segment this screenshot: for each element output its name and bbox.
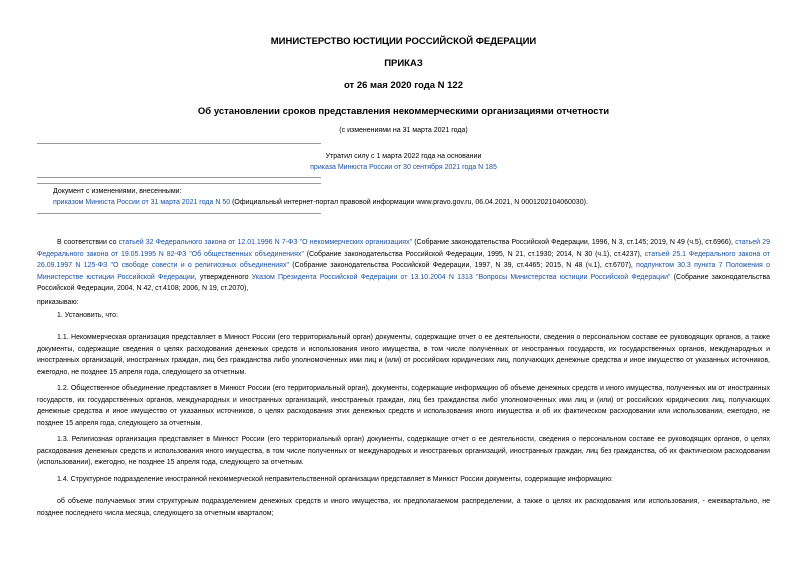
order-heading: ПРИКАЗ bbox=[384, 58, 423, 69]
preamble-text: (Собрание законодательства Российской Федерации, 1995, N 21, ст.1930; 2014, N 30 (ч.1), ст.4237), bbox=[303, 250, 645, 258]
paragraph-text: 1.1. Некоммерческая организация представляет в Минюст России (его территориальный орган) документы, содержащие отчет о ее деятельности, сведения о персональном составе ее руководящих органов, а также документы, содержащие сведения о целях расходования денежных средств и использования иного имущества, в том числе полученных от иностранных государств, их государственных органов, международных и иностранных организаций, иностранных граждан, лиц без гражданства либо уполномоченных ими лиц и (или) от российских юридических лиц, получающих денежные средства и иное имущество от указанных источников, ежегодно, не позднее 15 апреля года, следующего за отчетным. bbox=[37, 334, 770, 376]
regulation-link[interactable]: подпунктом 30.3 пункта 7 Положения о Министерстве юстиции Российской Федерации bbox=[37, 262, 770, 281]
paragraph-1-4 bbox=[37, 474, 770, 486]
paragraph-text: 1. Установить, что: bbox=[57, 312, 119, 319]
repeal-status: Утратил силу с 1 марта 2022 года на основании bbox=[325, 153, 482, 160]
divider-line bbox=[37, 213, 321, 214]
decree-link-1313[interactable]: Указом Президента Российской Федерации от 13.10.2004 N 1313 "Вопросы Министерства юстиции Российской Федерации" bbox=[251, 273, 671, 281]
preamble-paragraph bbox=[37, 237, 770, 295]
paragraph-text: 1.2. Общественное объединение представляет в Минюст России (его территориальный орган), документы, содержащие информацию об объеме денежных средств и иного имущества, полученных им от иностранных государств, их государственных органов, международных и иностранных организаций, иностранных граждан, лиц без гражданства либо уполномоченных ими лиц и (или) от российских юридических лиц, получающих денежные средства и иное имущество от указанных источников, о целях расходования этих денежных средств и использования иного имущества и об их фактическом расходовании или использовании, ежегодно, не позднее 15 апреля года, следующего за отчетным. bbox=[37, 385, 770, 427]
paragraph-1-2 bbox=[37, 383, 770, 429]
paragraph-text: об объеме получаемых этим структурным подразделением денежных средств и иного имущества, их предполагаемом распределении, а также о целях их расходования или использования, - ежеквартально, не позднее последнего числа месяца, следующего за отчетным кварталом; bbox=[37, 498, 770, 517]
paragraph-1-1 bbox=[37, 332, 770, 378]
doc-note-label: Документ с изменениями, внесенными: bbox=[53, 188, 182, 195]
paragraph-text: 1.4. Структурное подразделение иностранной некоммерческой неправительственной организации представляет в Минюст России документы, содержащие информацию: bbox=[57, 476, 613, 483]
order-date: от 26 мая 2020 года N 122 bbox=[343, 80, 464, 91]
repeal-order-link[interactable]: приказа Минюста России от 30 сентября 2021 года N 185 bbox=[310, 164, 497, 171]
ministry-heading: МИНИСТЕРСТВО ЮСТИЦИИ РОССИЙСКОЙ ФЕДЕРАЦИИ bbox=[270, 36, 537, 47]
law-link-82fz[interactable]: статьей 29 Федерального закона от 19.05.1995 N 82-ФЗ "Об общественных объединениях" bbox=[37, 239, 770, 258]
paragraph-text: 1.3. Религиозная организация представляет в Минюст России (его территориальный орган) документы, содержащие отчет о ее деятельности, сведения о персональном составе ее руководящих органов, о целях расходования денежных средств и использования иного имущества, в том числе полученных от международных и иностранных организаций, иностранных граждан, лиц без гражданства, об их фактическом расходовании (использовании), ежегодно, не позднее 15 апреля года, следующего за отчетным. bbox=[37, 436, 770, 467]
divider-line bbox=[37, 143, 321, 144]
paragraph-1-4-item bbox=[37, 496, 770, 519]
order-verb: приказываю: bbox=[37, 299, 79, 306]
document-title: Об установлении сроков представления некоммерческими организациями отчетности bbox=[197, 106, 610, 117]
amendments-note: (с изменениями на 31 марта 2021 года) bbox=[339, 127, 468, 134]
amending-order-link[interactable]: приказом Минюста России от 31 марта 2021 года N 50 bbox=[53, 199, 231, 206]
preamble-text: (Собрание законодательства Российской Федерации, 1997, N 39, ст.4465; 2015, N 48 (ч.1), ст.6707), bbox=[288, 262, 637, 270]
paragraph-1-3 bbox=[37, 434, 770, 469]
doc-note-line bbox=[53, 199, 753, 206]
preamble-text: , утвержденного bbox=[194, 273, 252, 281]
doc-note-source: (Официальный интернет-портал правовой информации www.pravo.gov.ru, 06.04.2021, N 0001202104060030). bbox=[230, 199, 588, 206]
law-link-7fz[interactable]: статьей 32 Федерального закона от 12.01.1996 N 7-ФЗ "О некоммерческих организациях" bbox=[118, 239, 413, 246]
repeal-link-line bbox=[0, 164, 807, 171]
paragraph-1 bbox=[37, 310, 770, 322]
divider-line bbox=[37, 183, 321, 184]
divider-line bbox=[37, 177, 321, 178]
preamble-text: (Собрание законодательства Российской Федерации, 1996, N 3, ст.145; 2019, N 49 (ч.5), ст.6966), bbox=[412, 239, 736, 246]
preamble-text: (Собрание законодательства Российской Федерации, 2004, N 42, ст.4108; 2006, N 19, ст.2070), bbox=[37, 273, 771, 293]
law-link-125fz[interactable]: статьей 25.1 Федерального закона от 26.09.1997 N 125-ФЗ "О свободе совести и о религиозных объединениях" bbox=[37, 250, 770, 270]
preamble-text: В соответствии со bbox=[57, 239, 119, 246]
